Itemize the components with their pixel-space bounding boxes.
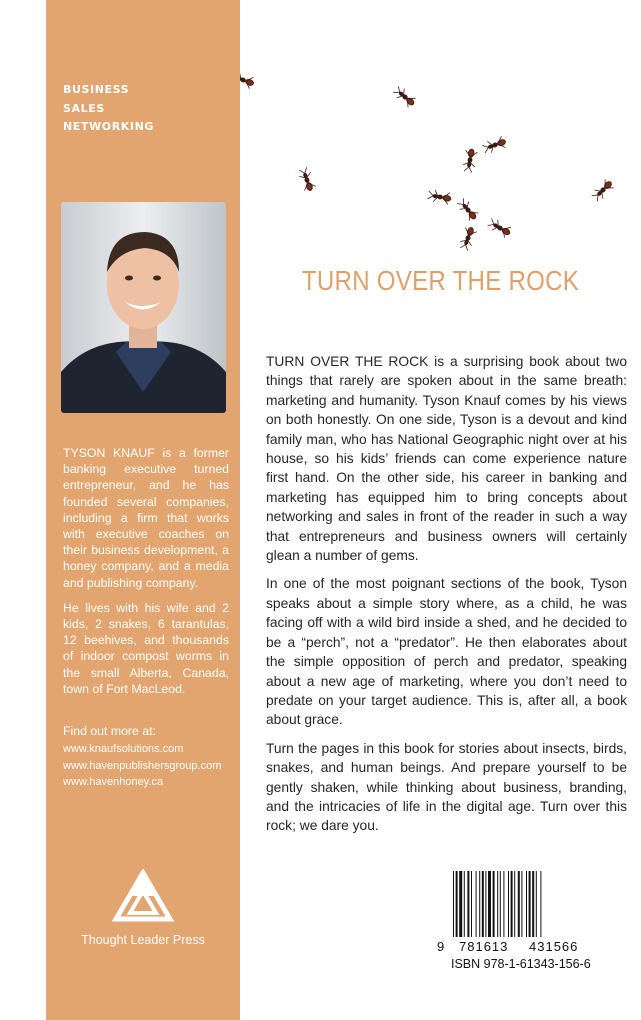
barcode-bars <box>451 871 597 941</box>
bio-paragraph: He lives with his wife and 2 kids, 2 snakes, 6 tarantulas, 12 beehives, and thousands of indoor compost worms in the small Alberta, Canada, town of Fort MacLeod. <box>63 600 229 696</box>
description-paragraph: TURN OVER THE ROCK is a surprising book about two things that rarely are spoken about in the same breath: marketing and humanity. Tyson Knauf comes by his views on both honestly. On one side, Tyson is a devout and kind family man, who has National Geographic night over at his house, so his kids’ friends can come experience nature first hand. On the other side, his career in banking and marketing has equipped him to bring concepts about networking and sales in front of the reader in such a way that entrepreneurs and business owners will certainly glean a number of gems. <box>266 354 627 564</box>
barcode-digits-right: 431566 <box>529 939 579 954</box>
book-description <box>266 352 627 845</box>
ant-icon <box>462 148 478 173</box>
category-business: BUSINESS <box>63 83 130 96</box>
bio-paragraph: TYSON KNAUF is a former banking executive turned entrepreneur, and he has founded several companies, including a firm that works with executive coaches on their business development, a honey company, and a media and publishing company. <box>63 446 229 590</box>
isbn-label: ISBN 978-1-61343-156-6 <box>451 957 591 971</box>
barcode <box>437 871 597 971</box>
publisher-logo-icon <box>112 869 174 923</box>
find-out-more <box>63 723 233 791</box>
ant-icon <box>482 136 508 155</box>
find-out-label: Find out more at: <box>63 724 156 738</box>
ant-icon <box>427 189 452 205</box>
publisher-name: Thought Leader Press <box>81 933 205 947</box>
barcode-digit-first: 9 <box>437 939 445 954</box>
ant-icon <box>392 85 417 109</box>
category-networking: NETWORKING <box>63 120 155 133</box>
link-havenpublishersgroup[interactable]: www.havenpublishersgroup.com <box>63 759 222 772</box>
author-portrait-image <box>61 202 226 413</box>
book-title: TURN OVER THE ROCK <box>301 265 580 296</box>
author-bio <box>63 445 229 706</box>
ant-icon <box>458 226 477 252</box>
ant-icon <box>297 167 316 193</box>
ant-icon <box>456 197 480 222</box>
category-sales: SALES <box>63 101 105 115</box>
author-photo <box>61 202 226 413</box>
description-paragraph: Turn the pages in this book for stories about insects, birds, snakes, and human beings. And prepare yourself to be gently shaken, while thinking about business, branding, and the intricacies of life in the digital age. Turn over this rock; we dare you. <box>266 740 627 834</box>
link-havenhoney[interactable]: www.havenhoney.ca <box>63 776 164 788</box>
barcode-digits-left: 781613 <box>459 939 509 954</box>
link-knaufsolutions[interactable]: www.knaufsolutions.com <box>63 743 184 755</box>
sidebar <box>46 0 240 1020</box>
ant-icon <box>487 217 513 239</box>
description-paragraph: In one of the most poignant sections of the book, Tyson speaks about a simple story where, as a child, he was facing off with a wild bird inside a shed, and he decided to be a “perch”, not a “predator”. He then elaborates about the simple opposition of perch and predator, speaking about a new age of marketing, where you don’t need to predate on your target audience. This is, after all, a book about grace. <box>266 576 627 728</box>
ant-icon <box>590 178 615 203</box>
category-list <box>63 81 154 137</box>
